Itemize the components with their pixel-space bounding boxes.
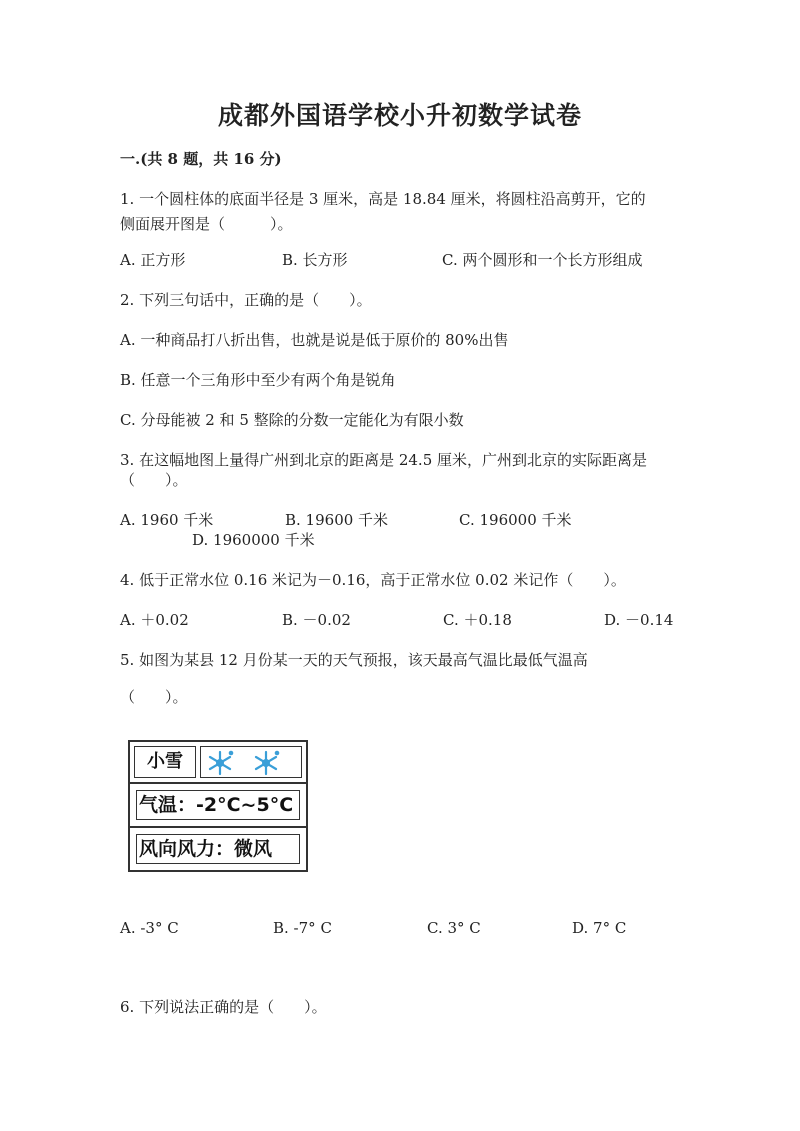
snowflake-icon xyxy=(205,749,235,777)
weather-icons xyxy=(200,746,302,778)
question-1-option-c[interactable]: C. 两个圆形和一个长方形组成 xyxy=(442,251,643,269)
question-5-option-d[interactable]: D. 7° C xyxy=(572,919,627,937)
question-4-option-a[interactable]: A. ＋0.02 xyxy=(120,611,189,629)
question-5-stem-line-2: （ ）。 xyxy=(120,688,188,706)
question-5-stem-line-1: 5. 如图为某县 12 月份某一天的天气预报，该天最高气温比最低气温高 xyxy=(120,651,588,669)
question-1-stem-line-1: 1. 一个圆柱体的底面半径是 3 厘米，高是 18.84 厘米，将圆柱沿高剪开，它的 xyxy=(120,190,646,208)
snowflake-icon xyxy=(251,749,281,777)
document-title: 成都外国语学校小升初数学试卷 xyxy=(217,101,582,130)
question-3-option-b[interactable]: B. 19600 千米 xyxy=(285,511,389,529)
question-2-stem-line-1: 2. 下列三句话中，正确的是（ ）。 xyxy=(120,291,372,309)
question-5-option-a[interactable]: A. -3° C xyxy=(120,919,179,937)
weather-wind: 风向风力：微风 xyxy=(136,834,300,864)
question-6-stem-line-1: 6. 下列说法正确的是（ ）。 xyxy=(120,998,327,1016)
question-1-stem-line-2: 侧面展开图是（ ）。 xyxy=(120,215,293,233)
section-heading: 一.(共 8 题，共 16 分) xyxy=(120,150,282,168)
question-1-option-b[interactable]: B. 长方形 xyxy=(282,251,348,269)
question-5-option-b[interactable]: B. -7° C xyxy=(273,919,332,937)
question-4-option-d[interactable]: D. －0.14 xyxy=(604,611,674,629)
question-4-option-b[interactable]: B. －0.02 xyxy=(282,611,351,629)
weather-temperature-row xyxy=(130,784,306,828)
question-3-option-d[interactable]: D. 1960000 千米 xyxy=(192,531,315,549)
question-3-option-c[interactable]: C. 196000 千米 xyxy=(459,511,572,529)
question-4-stem-line-1: 4. 低于正常水位 0.16 米记为－0.16，高于正常水位 0.02 米记作（ ）。 xyxy=(120,571,626,589)
weather-temperature: 气温：-2°C~5°C xyxy=(136,790,300,820)
question-3-stem-line-1: 3. 在这幅地图上量得广州到北京的距离是 24.5 厘米，广州到北京的实际距离是 xyxy=(120,451,648,469)
question-3-option-a[interactable]: A. 1960 千米 xyxy=(120,511,214,529)
question-4-option-c[interactable]: C. ＋0.18 xyxy=(443,611,512,629)
weather-condition-row xyxy=(130,742,306,784)
question-1-option-a[interactable]: A. 正方形 xyxy=(120,251,186,269)
weather-wind-row xyxy=(130,828,306,870)
question-3-stem-line-2: （ ）。 xyxy=(120,471,188,489)
question-2-option-a[interactable]: A. 一种商品打八折出售，也就是说是低于原价的 80%出售 xyxy=(120,331,509,349)
weather-forecast-card xyxy=(128,740,308,872)
question-2-option-b[interactable]: B. 任意一个三角形中至少有两个角是锐角 xyxy=(120,371,396,389)
weather-condition: 小雪 xyxy=(134,746,196,778)
question-5-option-c[interactable]: C. 3° C xyxy=(427,919,481,937)
question-2-option-c[interactable]: C. 分母能被 2 和 5 整除的分数一定能化为有限小数 xyxy=(120,411,464,429)
